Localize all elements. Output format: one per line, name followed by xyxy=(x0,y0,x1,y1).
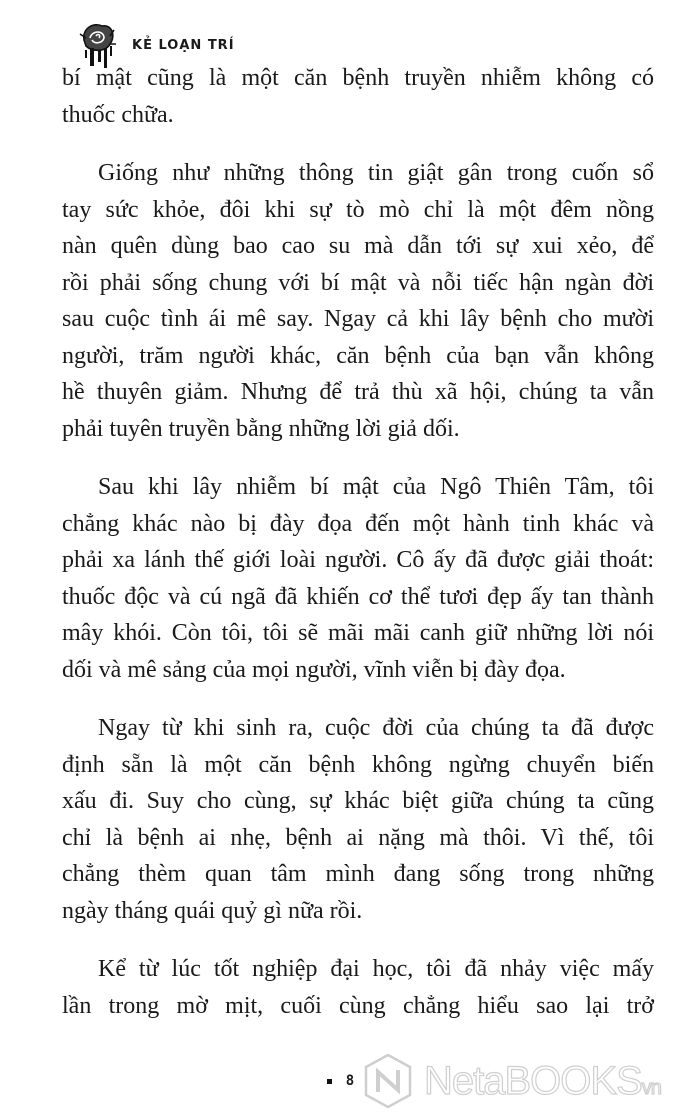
paragraph xyxy=(62,710,654,929)
text-line: hề thuyên giảm. Nhưng để trả thù xã hội, chúng ta vẫn xyxy=(62,379,654,405)
page-body xyxy=(62,60,654,1024)
watermark-brand: NetaBOOKS xyxy=(424,1058,642,1103)
text-line: rồi phải sống chung với bí mật và nỗi tiếc hận ngàn đời xyxy=(62,269,654,296)
text-line: phải xa lánh thế giới loài người. Cô ấy đã được giải thoát: xyxy=(62,547,654,573)
text-line: chẳng thèm quan tâm mình đang sống trong những xyxy=(62,861,654,887)
watermark-suffix: vn xyxy=(641,1076,661,1099)
text-line: xấu đi. Suy cho cùng, sự khác biệt giữa chúng ta cũng xyxy=(62,788,654,814)
text-line: mây khói. Còn tôi, tôi sẽ mãi mãi canh giữ những lời nói xyxy=(62,620,654,646)
text-line: nàn quên dùng bao cao su mà dẫn tới sự xui xẻo, để xyxy=(62,233,654,259)
text-line: Ngay từ khi sinh ra, cuộc đời của chúng ta đã được xyxy=(98,715,654,741)
paragraph xyxy=(62,469,654,688)
text-line: lần trong mờ mịt, cuối cùng chẳng hiểu sao lại trở xyxy=(62,992,654,1019)
folio-dot-left xyxy=(327,1079,332,1084)
text-line: Kể từ lúc tốt nghiệp đại học, tôi đã nhảy việc mấy xyxy=(98,956,654,982)
text-line: thuốc độc và cú ngã đã khiến cơ thể tươi đẹp ấy tan thành xyxy=(62,583,654,610)
page-number: 8 xyxy=(345,1073,355,1089)
paragraph xyxy=(62,951,654,1024)
watermark xyxy=(362,1052,661,1110)
text-line: dối và mê sảng của mọi người, vĩnh viễn bị đày đọa. xyxy=(62,656,566,683)
text-line: chẳng khác nào bị đày đọa đến một hành tinh khác và xyxy=(62,510,654,537)
text-line: Sau khi lây nhiễm bí mật của Ngô Thiên Tâm, tôi xyxy=(98,474,654,500)
running-title: KẺ LOẠN TRÍ xyxy=(132,37,235,53)
text-line: chỉ là bệnh ai nhẹ, bệnh ai nặng mà thôi. Vì thế, tôi xyxy=(62,824,654,851)
text-line: thuốc chữa. xyxy=(62,101,174,128)
netabooks-logo-icon xyxy=(362,1052,414,1110)
text-line: Giống như những thông tin giật gân trong cuốn sổ xyxy=(98,160,654,186)
text-line: phải tuyên truyền bằng những lời giả dối. xyxy=(62,415,460,442)
text-line: định sẵn là một căn bệnh không ngừng chuyển biến xyxy=(62,751,654,778)
watermark-text xyxy=(424,1059,661,1104)
text-line: ngày tháng quái quỷ gì nữa rồi. xyxy=(62,897,363,924)
paragraph xyxy=(62,60,654,133)
paragraph xyxy=(62,155,654,447)
text-line: tay sức khỏe, đôi khi sự tò mò chỉ là một đêm nồng xyxy=(62,196,654,223)
text-line: sau cuộc tình ái mê say. Ngay cả khi lây bệnh cho mười xyxy=(62,306,654,332)
text-line: bí mật cũng là một căn bệnh truyền nhiễm không có xyxy=(62,65,654,91)
text-line: người, trăm người khác, căn bệnh của bạn vẫn không xyxy=(62,342,654,369)
